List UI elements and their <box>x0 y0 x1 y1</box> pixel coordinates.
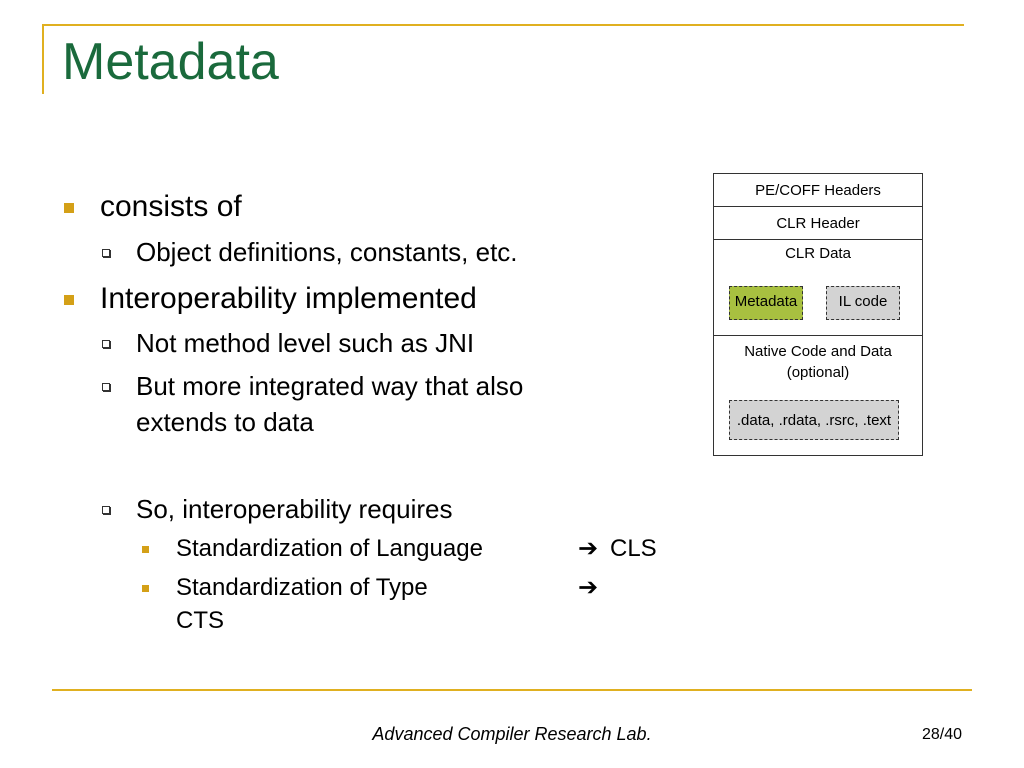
right-arrow-icon: ➔ <box>578 535 599 562</box>
pe-file-diagram <box>713 173 923 456</box>
bullet-std-type: Standardization of Type <box>176 574 428 601</box>
bullet-square-icon <box>64 203 74 213</box>
bullet-small-square-icon <box>142 546 149 553</box>
slide-title: Metadata <box>62 33 279 91</box>
bullet-more-integrated-line2: extends to data <box>136 407 314 437</box>
cts-label: CTS <box>176 607 224 634</box>
bullet-more-integrated-line1: But more integrated way that also <box>136 371 524 401</box>
cls-label: CLS <box>610 535 657 562</box>
sections-box: .data, .rdata, .rsrc, .text <box>729 400 899 440</box>
page-number: 28/40 <box>921 726 962 743</box>
bullet-not-method-level: Not method level such as JNI <box>136 328 475 358</box>
bullet-std-language: Standardization of Language <box>176 535 483 562</box>
right-arrow-icon: ➔ <box>578 574 599 601</box>
hollow-bullet-icon <box>102 506 110 514</box>
hollow-bullet-icon <box>102 249 110 257</box>
hollow-bullet-icon <box>102 340 110 348</box>
metadata-box: Metadata <box>729 286 803 320</box>
il-code-box: IL code <box>826 286 900 320</box>
bullet-interoperability: Interoperability implemented <box>100 282 477 315</box>
bullet-consists-of: consists of <box>100 190 242 223</box>
top-rule <box>42 24 964 26</box>
bullet-small-square-icon <box>142 585 149 592</box>
bullet-so-interoperability: So, interoperability requires <box>136 494 453 524</box>
bottom-rule <box>52 689 972 691</box>
native-code-label-line2: (optional) <box>786 364 850 381</box>
footer-text: Advanced Compiler Research Lab. <box>372 724 652 744</box>
pe-coff-headers: PE/COFF Headers <box>714 174 922 207</box>
clr-data-section <box>714 240 922 336</box>
hollow-bullet-icon <box>102 383 110 391</box>
clr-header: CLR Header <box>714 207 922 240</box>
bullet-object-definitions: Object definitions, constants, etc. <box>136 237 518 267</box>
native-code-label-line1: Native Code and Data <box>744 343 892 360</box>
left-rule <box>42 24 44 94</box>
bullet-square-icon <box>64 295 74 305</box>
clr-data-label: CLR Data <box>785 245 851 262</box>
